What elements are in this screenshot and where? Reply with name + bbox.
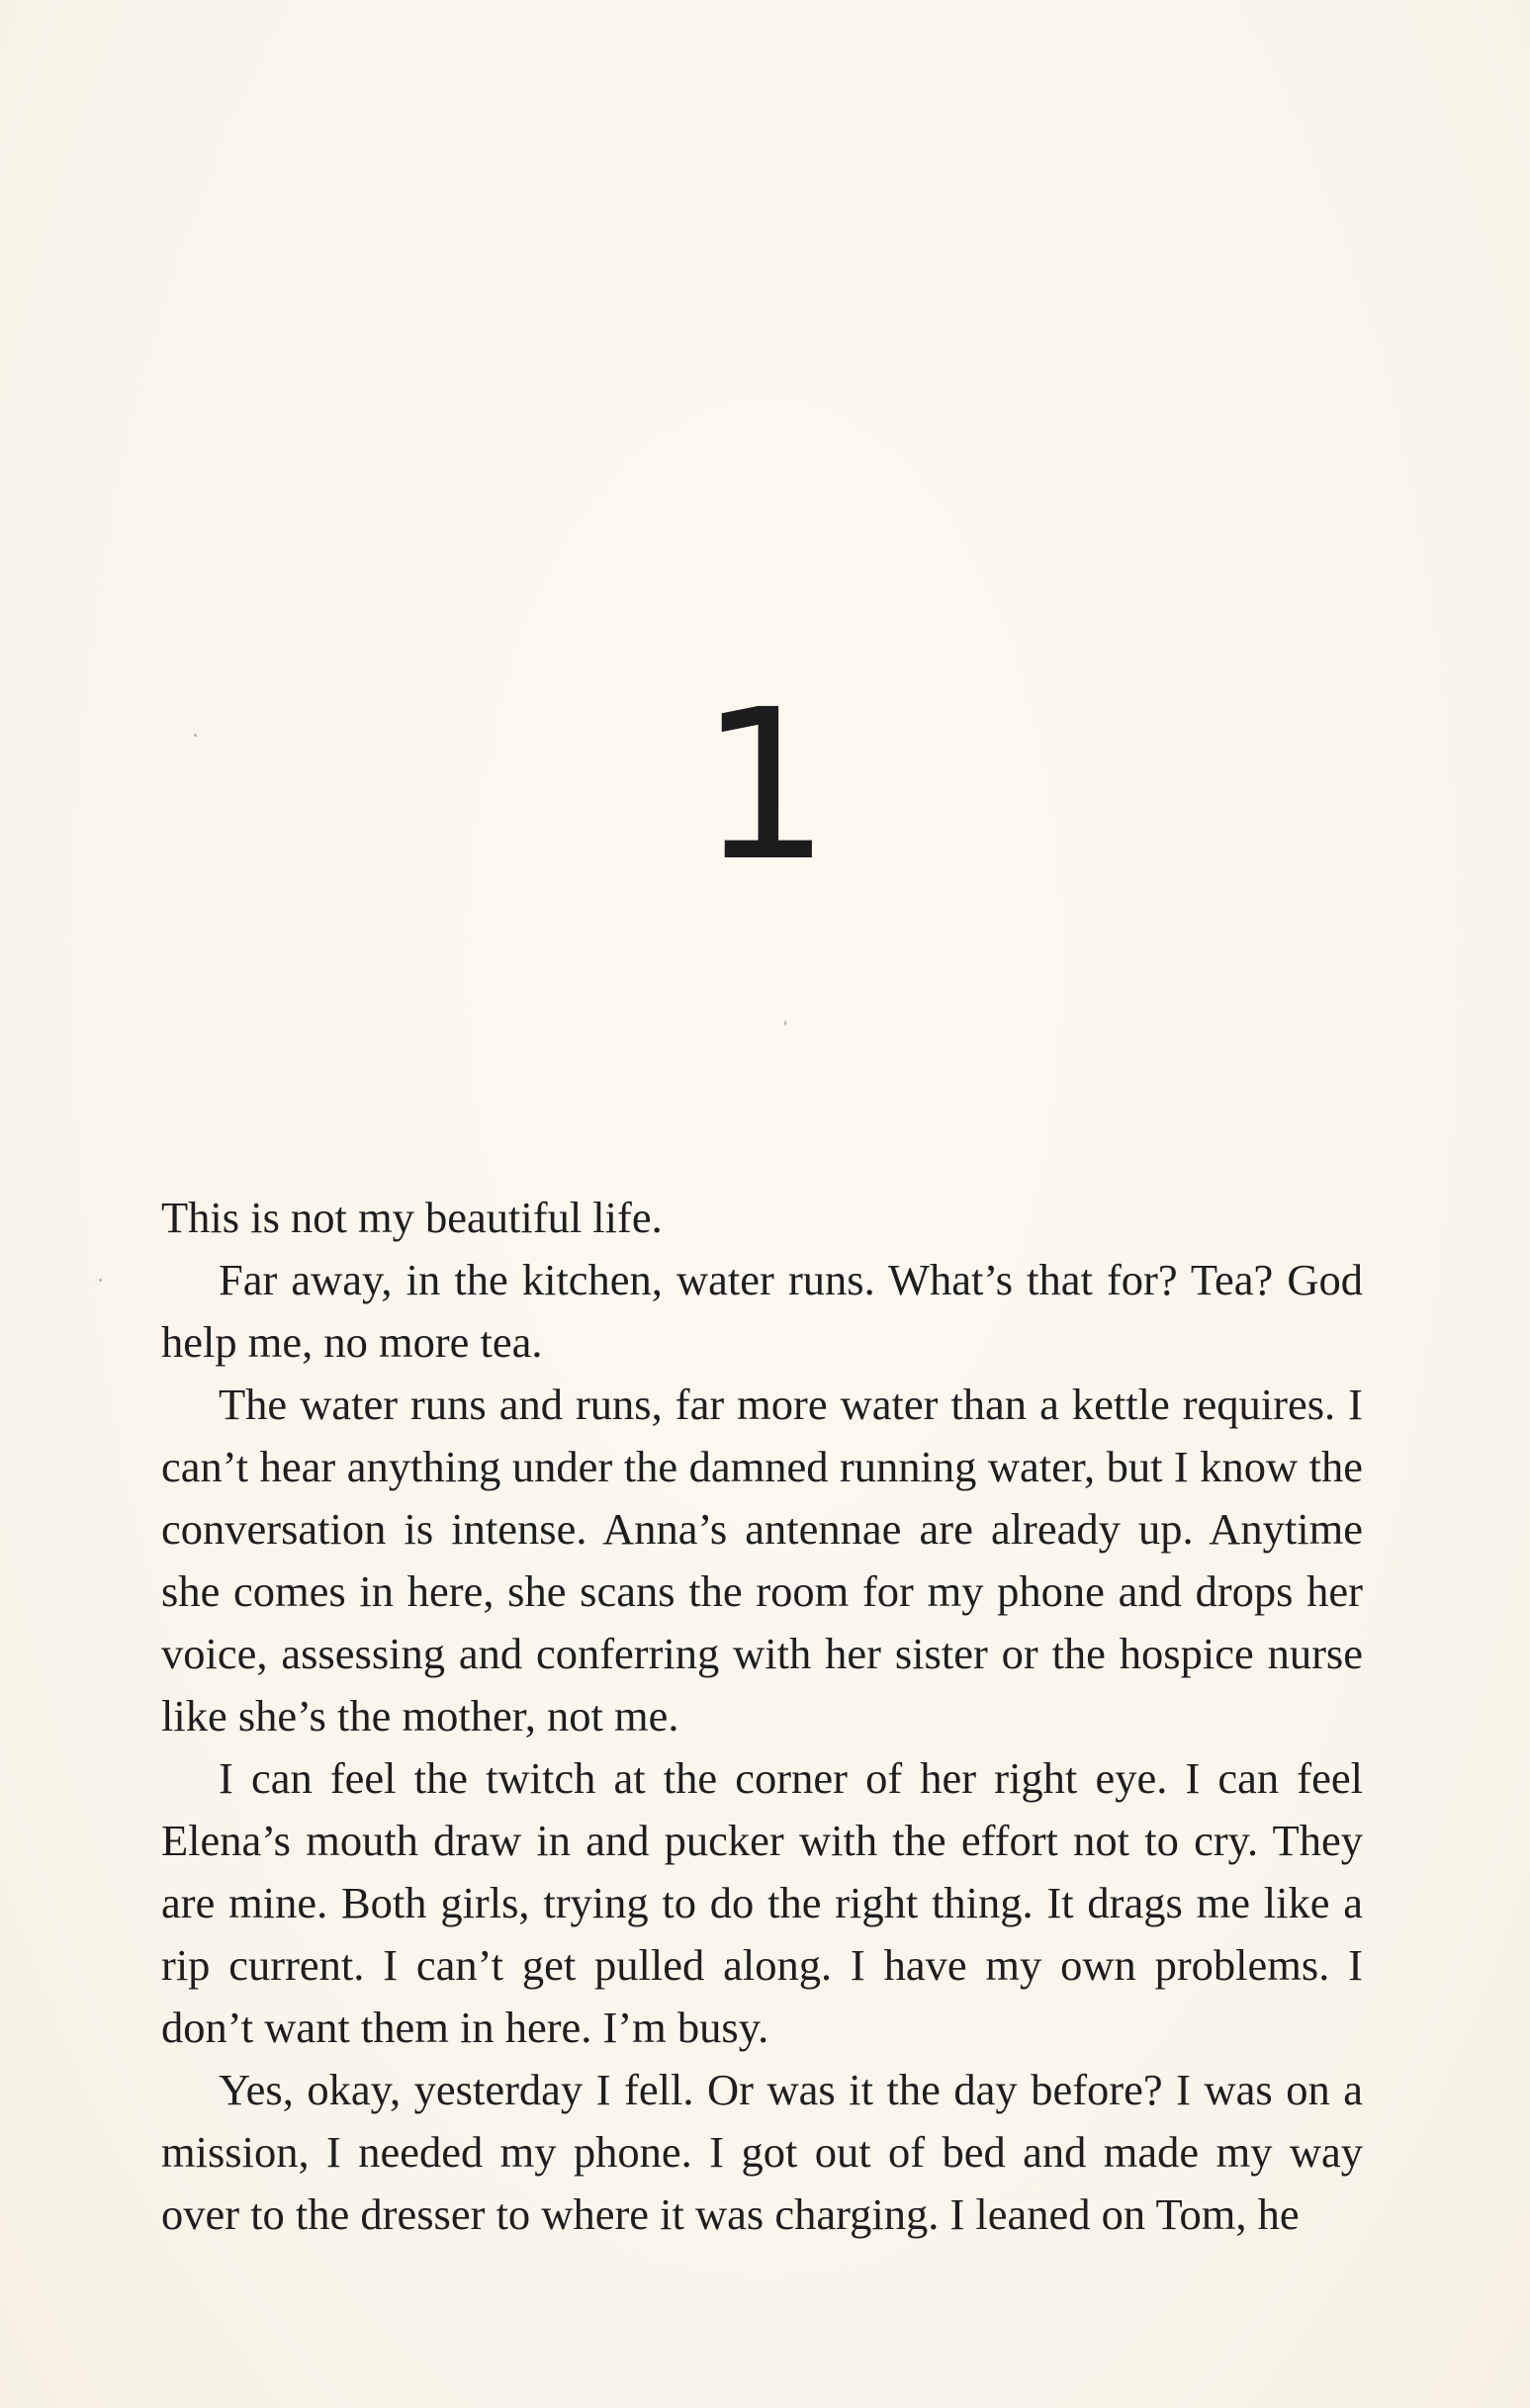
chapter-number: 1 — [698, 665, 832, 907]
paragraph: Far away, in the kitchen, water runs. What’s that for? Tea? God help me, no more tea. — [161, 1255, 1363, 1367]
chapter-body — [161, 1187, 1363, 2246]
paper-speck — [784, 1021, 786, 1026]
paper-speck — [99, 1279, 102, 1282]
paragraph: The water runs and runs, far more water than a kettle requires. I can’t hear anything under the damned running water, but I know the conversation is intense. Anna’s antennae are already up. Anytime she comes in here, she scans the room for my phone and drops her voice, assessing and conferring with her sister or the hospice nurse like she’s the mother, not me. — [161, 1380, 1363, 1740]
paragraph: I can feel the twitch at the corner of her right eye. I can feel Elena’s mouth draw in and pucker with the effort not to cry. They are mine. Both girls, trying to do the right thing. It drags me like a rip current. I can’t get pulled along. I have my own problems. I don’t want them in here. I’m busy. — [161, 1753, 1363, 2052]
paragraph: This is not my beautiful life. — [161, 1193, 663, 1242]
paragraph: Yes, okay, yesterday I fell. Or was it the day before? I was on a mission, I needed my phone. I got out of bed and made my way over to the dresser to where it was charging. I leaned on Tom, he — [161, 2065, 1363, 2239]
